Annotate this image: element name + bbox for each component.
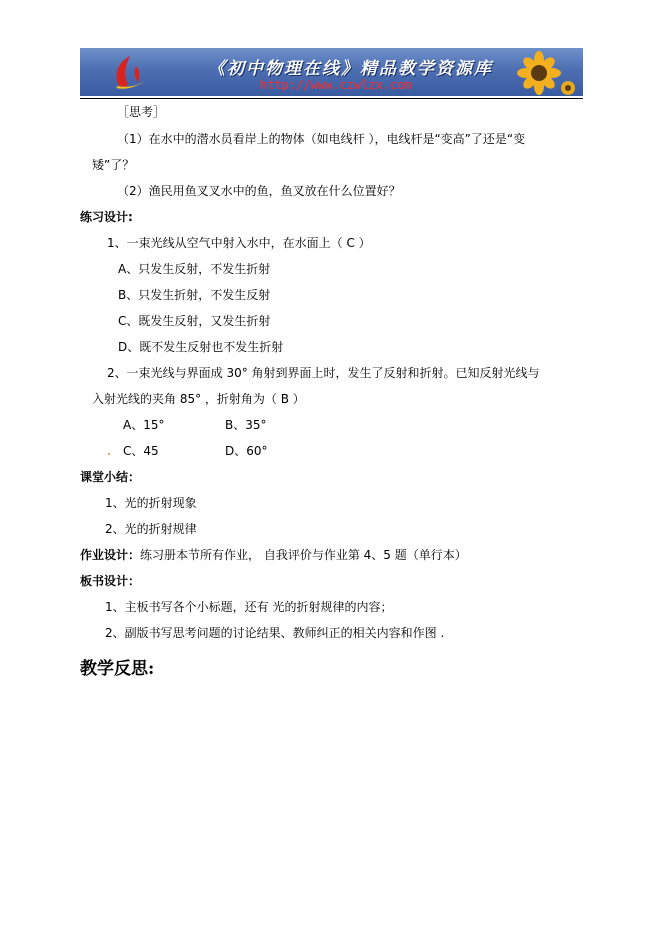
stray-mark xyxy=(108,453,110,455)
reflection-heading: 教学反思: xyxy=(80,659,155,679)
question-1: 1、一束光线从空气中射入水中，在水面上（ C ） xyxy=(107,236,371,250)
homework-text: 练习册本节所有作业， 自我评价与作业第 4、5 题（单行本） xyxy=(140,548,467,562)
homework-heading: 作业设计： xyxy=(80,548,141,562)
board-item-1: 1、主板书写各个小标题，还有 光的折射规律的内容； xyxy=(105,600,393,614)
q1-option-d: D、既不发生反射也不发生折射 xyxy=(118,340,284,354)
logo-icon xyxy=(108,54,148,92)
q2-option-c: C、45 xyxy=(123,444,159,458)
homework-line xyxy=(80,547,467,563)
header-rule xyxy=(80,98,583,99)
banner-title: 《初中物理在线》精品教学资源库 xyxy=(208,59,493,79)
practice-heading: 练习设计: xyxy=(80,210,133,224)
q2-option-b: B、35° xyxy=(225,418,267,432)
summary-item-2: 2、光的折射规律 xyxy=(105,522,197,536)
think-question-1: （1）在水中的潜水员看岸上的物体（如电线杆 ），电线杆是“变高”了还是“变 xyxy=(117,132,526,146)
summary-heading: 课堂小结： xyxy=(80,470,141,484)
think-label: ［思考］ xyxy=(117,105,166,119)
question-2: 2、一束光线与界面成 30° 角射到界面上时，发生了反射和折射。已知反射光线与 xyxy=(107,366,540,380)
sunflower-icon xyxy=(500,50,578,96)
board-heading: 板书设计： xyxy=(80,574,141,588)
think-question-2: （2）渔民用鱼叉叉水中的鱼，鱼叉放在什么位置好？ xyxy=(117,184,401,198)
think-question-1-cont: 矮”了？ xyxy=(92,158,135,172)
q2-option-d: D、60° xyxy=(225,444,268,458)
board-item-2: 2、副版书写思考问题的讨论结果、教师纠正的相关内容和作图 . xyxy=(105,626,445,640)
q1-option-a: A、只发生反射，不发生折射 xyxy=(118,262,271,276)
banner-url: http://www.czwlzx.com xyxy=(260,78,412,92)
question-2-cont: 入射光线的夹角 85° ，折射角为（ B ） xyxy=(92,392,305,406)
header-banner xyxy=(80,48,583,96)
q1-option-c: C、既发生反射，又发生折射 xyxy=(118,314,271,328)
q2-option-a: A、15° xyxy=(123,418,165,432)
q1-option-b: B、只发生折射，不发生反射 xyxy=(118,288,271,302)
summary-item-1: 1、光的折射现象 xyxy=(105,496,197,510)
